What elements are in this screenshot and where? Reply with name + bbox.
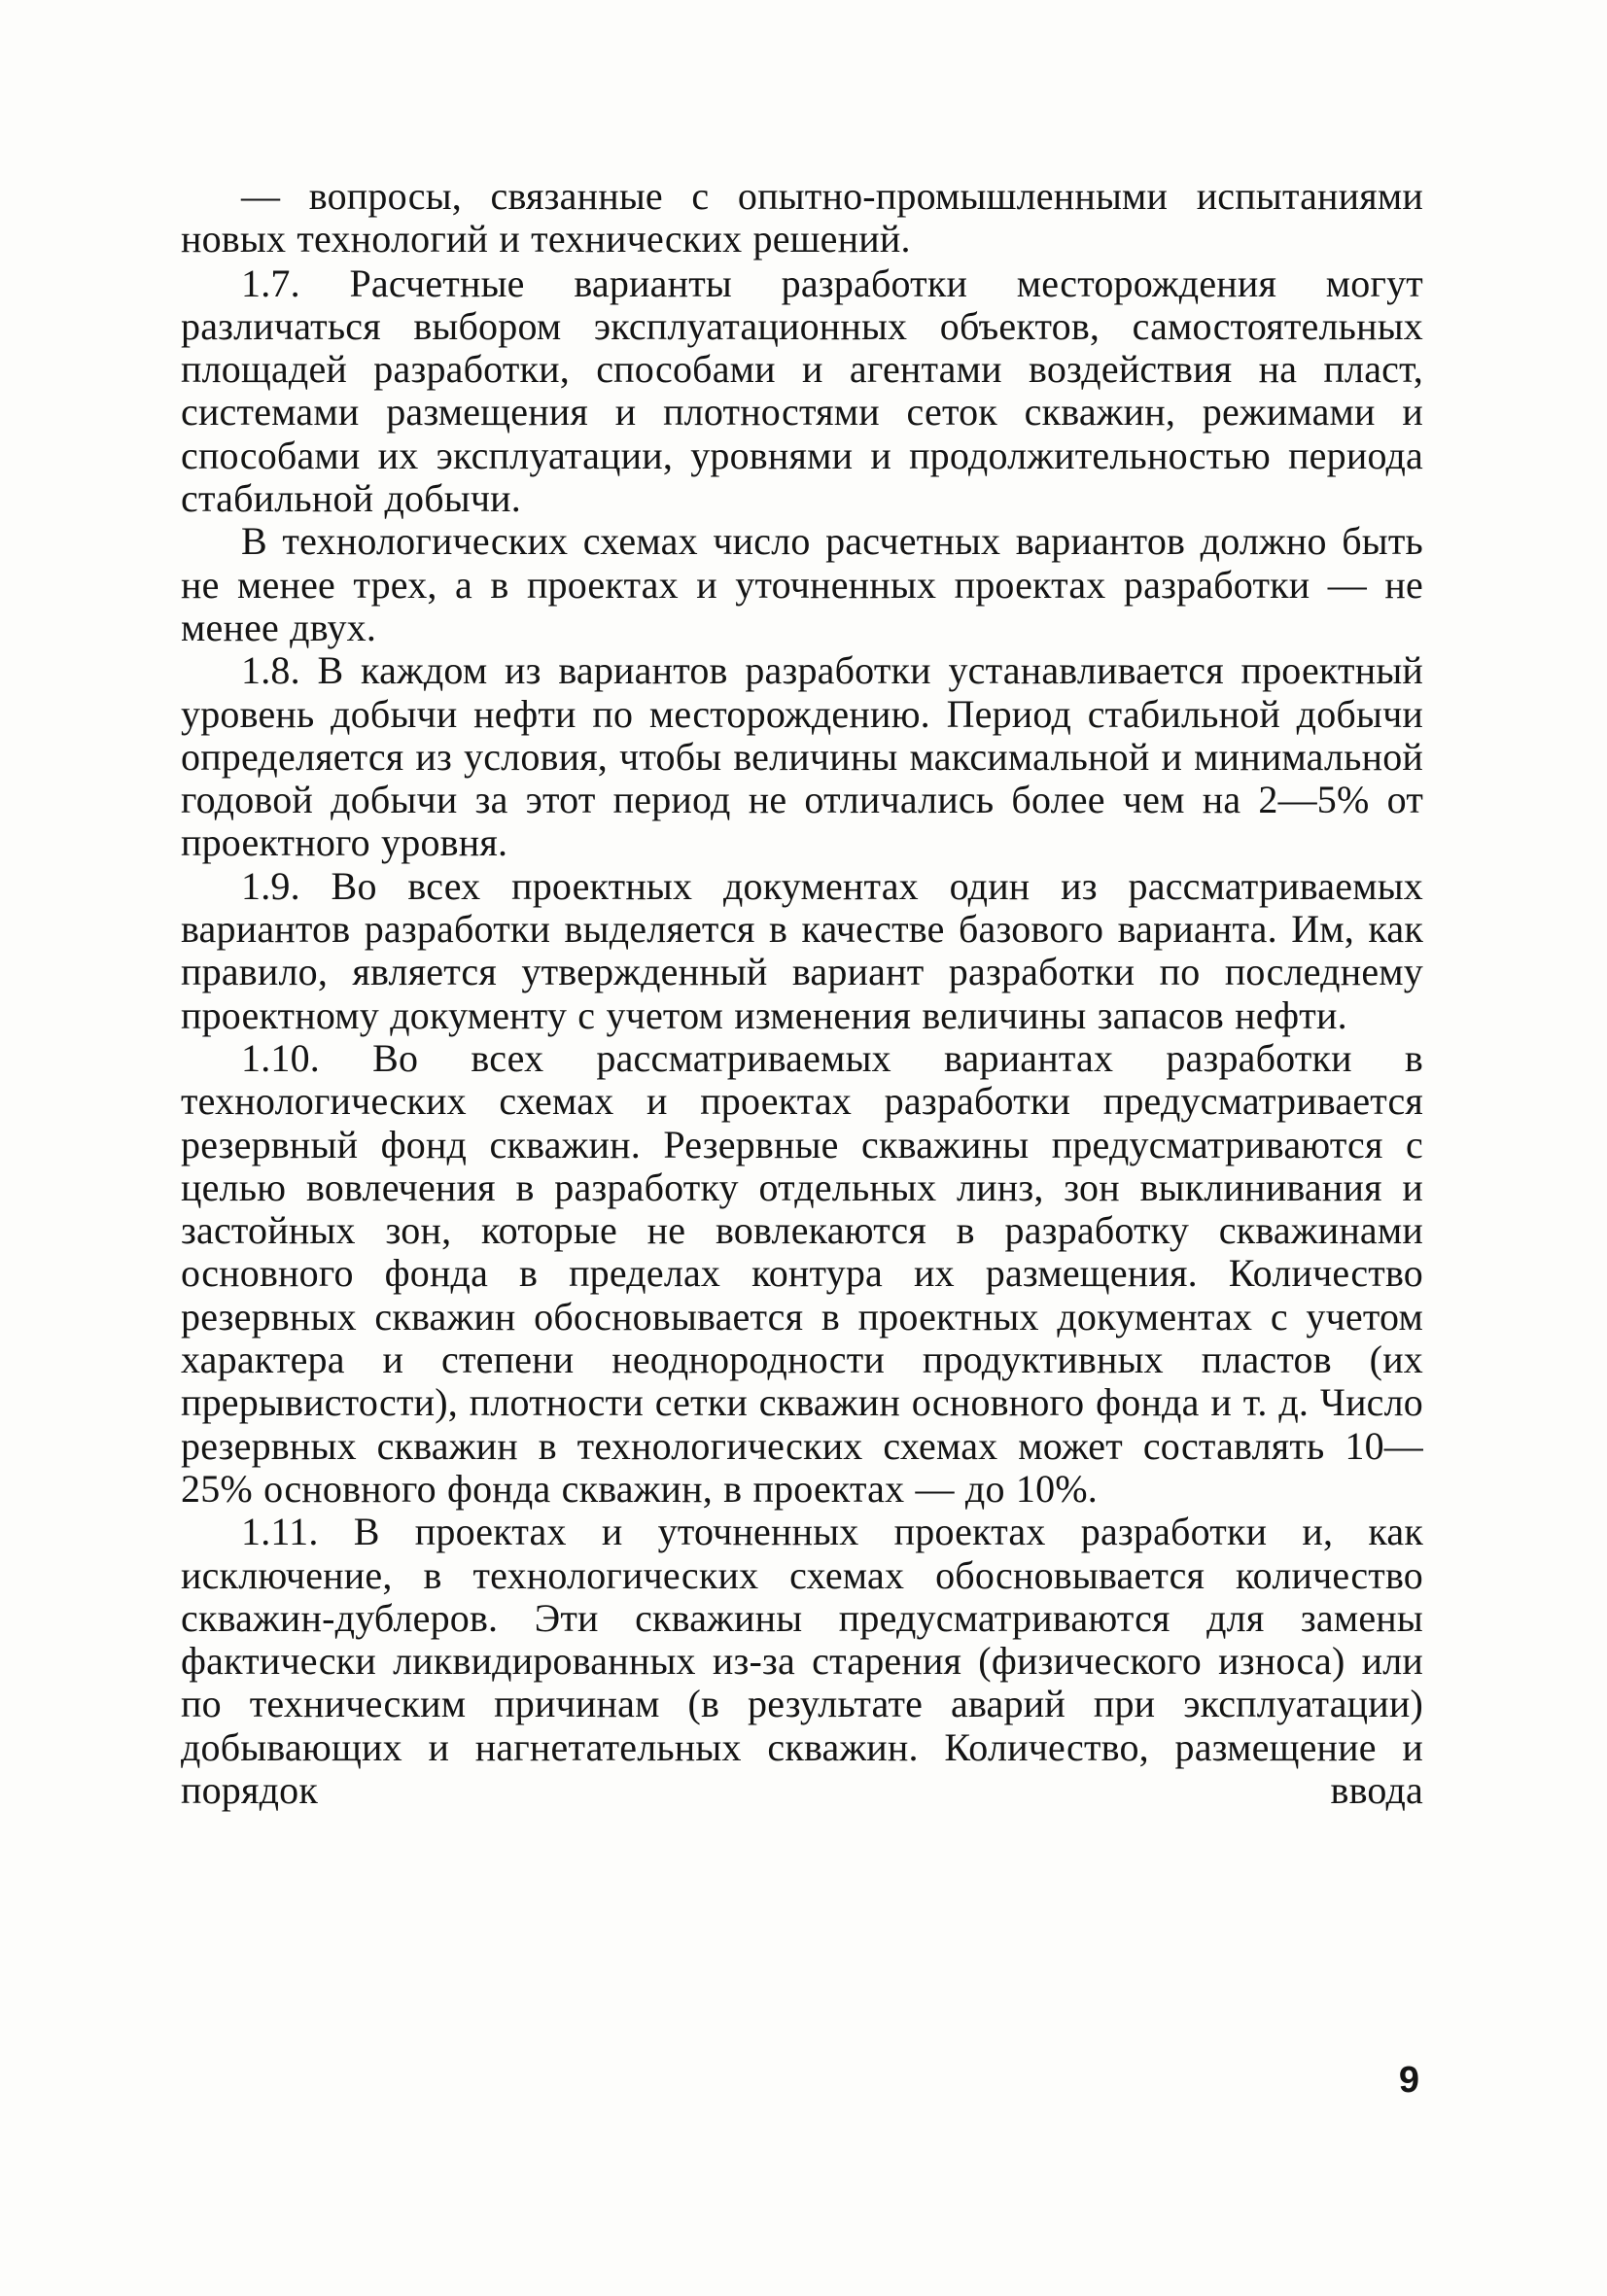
page-number: 9 [1398,2060,1419,2101]
paragraph-dash-list-item: — вопросы, связанные с опытно-промышленными испытаниями новых технологий и технических решений. [181,174,1423,261]
paragraph-1-7: 1.7. Расчетные варианты разработки месторождения могут различаться выбором эксплуатационных объектов, самостоятельных площадей разработки, способами и агентами воздействия на пласт, системами размещения и плотностями сеток скважин, режимами и способами их эксплуатации, уровнями и продолжительностью периода стабильной добычи. [181,261,1423,521]
paragraph-1-11: 1.11. В проектах и уточненных проектах разработки и, как исключение, в технологических схемах обосновывается количество скважин-дублеров. Эти скважины предусматриваются для замены фактически ликвидированных из-за старения (физического износа) или по техническим причинам (в результате аварий при эксплуатации) добывающих и нагнетательных скважин. Количество, размещение и порядок ввода [181,1510,1423,1812]
paragraph-1-9: 1.9. Во всех проектных документах один из рассматриваемых вариантов разработки выделяется в качестве базового варианта. Им, как правило, является утвержденный вариант разработки по последнему проектному документу с учетом изменения величины запасов нефти. [181,863,1423,1037]
body-text [181,175,1423,1812]
paragraph-1-10: 1.10. Во всех рассматриваемых вариантах разработки в технологических схемах и проектах разработки предусматривается резервный фонд скважин. Резервные скважины предусматриваются с целью вовлечения в разработку отдельных линз, зон выклинивания и застойных зон, которые не вовлекаются в разработку скважинами основного фонда в пределах контура их размещения. Количество резервных скважин обосновывается в проектных документах с учетом характера и степени неоднородности продуктивных пластов (их прерывистости), плотности сетки скважин основного фонда и т. д. Число резервных скважин в технологических схемах может составлять 10—25% основного фонда скважин, в проектах — до 10%. [181,1035,1423,1511]
paragraph-variants-count: В технологических схемах число расчетных вариантов должно быть не менее трех, а в проектах и уточненных проектах разработки — не менее двух. [181,519,1423,649]
paragraph-1-8: 1.8. В каждом из вариантов разработки устанавливается проектный уровень добычи нефти по месторождению. Период стабильной добычи определяется из условия, чтобы величины максимальной и минимальной годовой добычи за этот период не отличались более чем на 2—5% от проектного уровня. [181,648,1423,865]
